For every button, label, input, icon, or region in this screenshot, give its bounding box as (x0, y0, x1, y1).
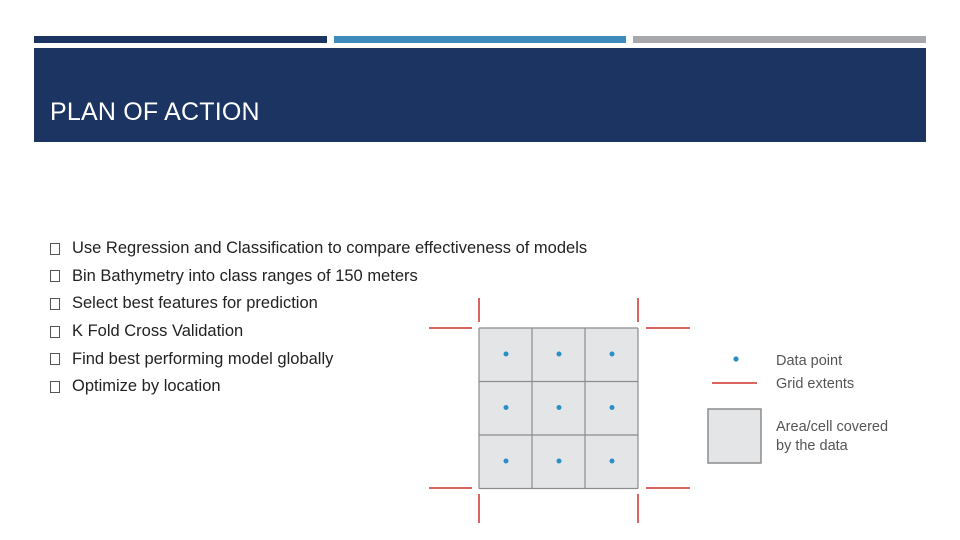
bullet-text: Find best performing model globally (72, 349, 334, 368)
data-point (504, 352, 509, 357)
slide-title: PLAN OF ACTION (50, 98, 260, 126)
data-point (557, 352, 562, 357)
data-point (504, 405, 509, 410)
data-point (610, 405, 615, 410)
data-point (557, 405, 562, 410)
bullet-text: Bin Bathymetry into class ranges of 150 meters (72, 266, 418, 285)
legend-area-label-line2: by the data (776, 438, 848, 454)
data-point (504, 459, 509, 464)
legend-data-point-label: Data point (776, 353, 843, 369)
bullet-text: Select best features for prediction (72, 294, 318, 313)
legend-area-label-line1: Area/cell covered (776, 419, 889, 435)
legend-data-point-icon (733, 356, 738, 361)
data-point (610, 459, 615, 464)
data-point (610, 352, 615, 357)
bullet-text: K Fold Cross Validation (72, 322, 244, 341)
legend-grid-extent-label: Grid extents (776, 376, 855, 392)
legend-area-cell-icon (708, 409, 761, 463)
bullet-text: Optimize by location (72, 377, 221, 396)
legend (708, 353, 888, 463)
bullet-text: Use Regression and Classification to compare effectiveness of models (72, 239, 588, 258)
data-point (557, 459, 562, 464)
